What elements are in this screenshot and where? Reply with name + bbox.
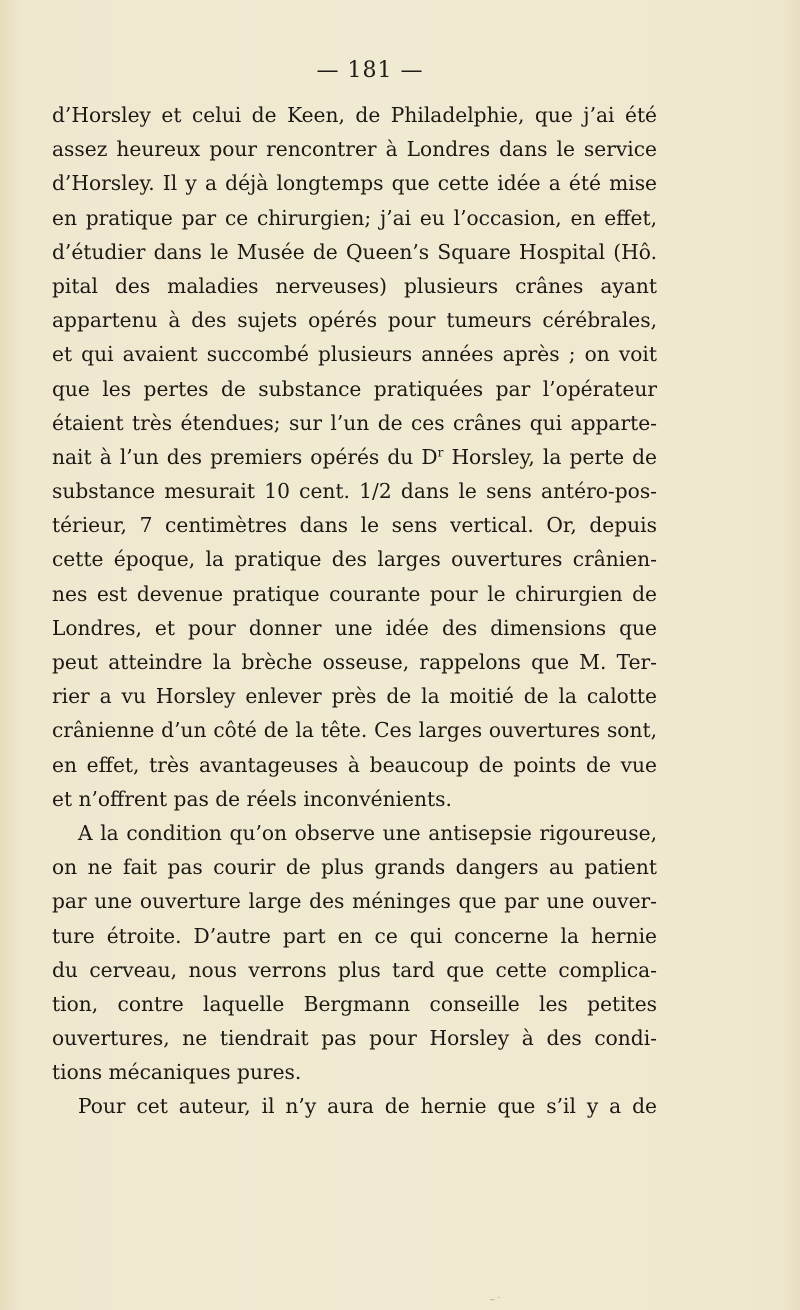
text-line: on ne fait pas courir de plus grands dangers au patient (52, 855, 657, 880)
text-line: d’Horsley. Il y a déjà longtemps que cette idée a été mise (52, 171, 657, 196)
text-line: et n’offrent pas de réels inconvénients. (52, 786, 452, 811)
text-line: d’étudier dans le Musée de Queen’s Square Hospital (Hô. (52, 239, 657, 264)
text-line: appartenu à des sujets opérés pour tumeurs cérébrales, (52, 308, 657, 333)
text-line: par une ouverture large des méninges que par une ouver- (52, 889, 657, 914)
text-line-with-superscript (52, 440, 657, 474)
text-line: ture étroite. D’autre part en ce qui concerne la hernie (52, 923, 657, 948)
text-fragment: Horsley, la perte de (443, 444, 658, 469)
print-smudge: _ . (490, 1291, 501, 1301)
text-line: peut atteindre la brèche osseuse, rappelons que M. Ter- (52, 650, 657, 674)
text-line: en pratique par ce chirurgien; j’ai eu l’occasion, en effet, (52, 205, 657, 230)
text-line: A la condition qu’on observe une antisepsie rigoureuse, (78, 820, 657, 845)
text-line: tion, contre laquelle Bergmann conseille les petites (52, 991, 657, 1016)
superscript-r: r (437, 445, 444, 460)
text-line: que les pertes de substance pratiquées par l’opérateur (52, 376, 657, 401)
text-line: Londres, et pour donner une idée des dimensions que (52, 615, 657, 640)
text-line: crânienne d’un côté de la tête. Ces larges ouvertures sont, (52, 718, 657, 743)
text-line: et qui avaient succombé plusieurs années après ; on voit (52, 342, 657, 367)
text-fragment: nait à l’un des premiers opérés du D (52, 444, 438, 469)
text-line: étaient très étendues; sur l’un de ces crânes qui apparte- (52, 410, 657, 435)
page-number: — 181 — (316, 58, 424, 83)
text-line: substance mesurait 10 cent. 1/2 dans le sens antéro-pos- (52, 479, 657, 504)
text-line: rier a vu Horsley enlever près de la moitié de la calotte (52, 684, 657, 709)
text-line: du cerveau, nous verrons plus tard que cette complica- (52, 957, 657, 982)
text-line: nes est devenue pratique courante pour le chirurgien de (52, 581, 657, 606)
text-line: Pour cet auteur, il n’y aura de hernie que s’il y a de (78, 1094, 657, 1119)
text-line: en effet, très avantageuses à beaucoup de points de vue (52, 752, 657, 777)
text-line: tions mécaniques pures. (52, 1060, 302, 1085)
text-line: d’Horsley et celui de Keen, de Philadelphie, que j’ai été (52, 103, 657, 127)
text-line: cette époque, la pratique des larges ouvertures crânien- (52, 547, 657, 572)
text-line: assez heureux pour rencontrer à Londres dans le service (52, 137, 657, 162)
text-line: térieur, 7 centimètres dans le sens vertical. Or, depuis (52, 513, 657, 538)
text-line: pital des maladies nerveuses) plusieurs crânes ayant (52, 273, 657, 298)
text-line: ouvertures, ne tiendrait pas pour Horsley à des condi- (52, 1026, 657, 1051)
body-text (52, 98, 657, 1124)
